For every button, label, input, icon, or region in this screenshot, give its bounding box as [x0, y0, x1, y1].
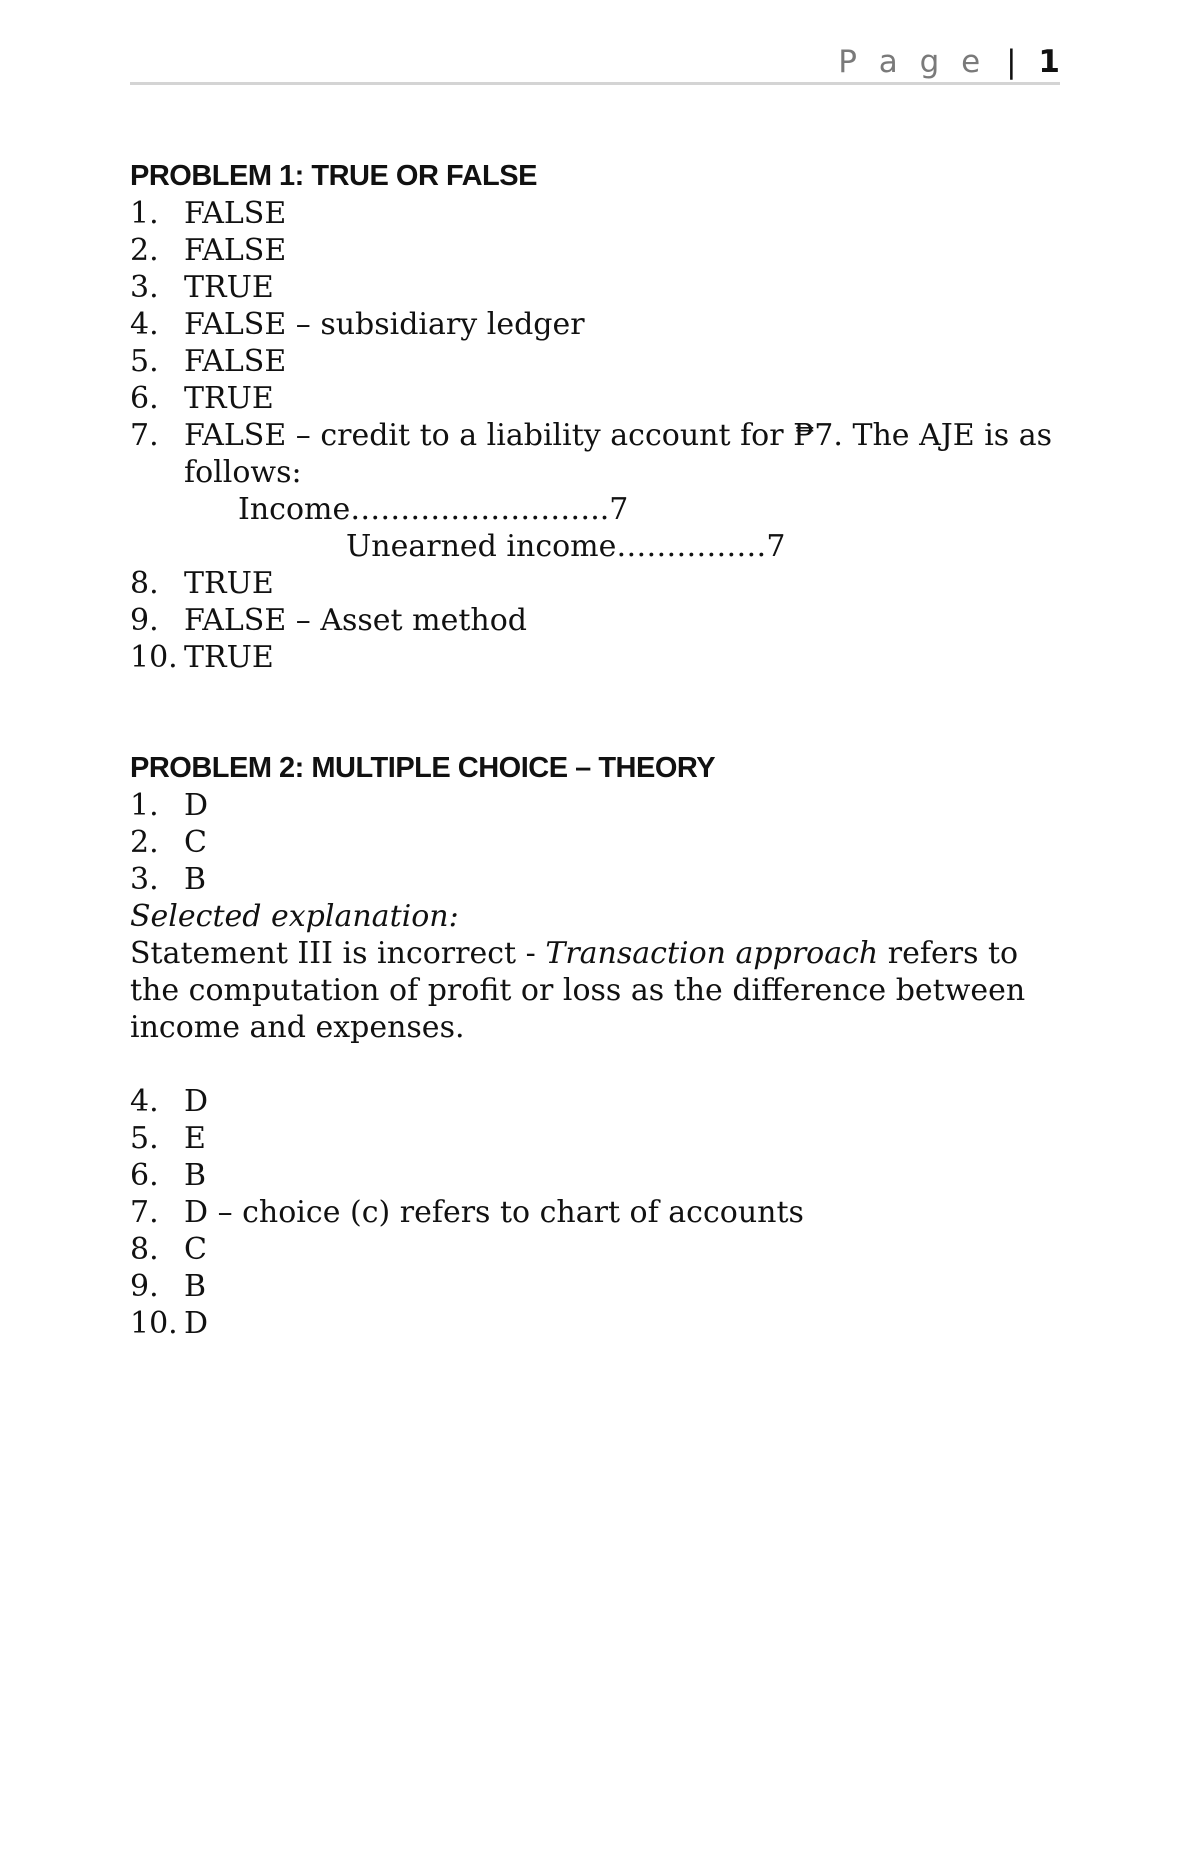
item-answer: FALSE	[184, 196, 287, 231]
list-item	[130, 380, 1060, 417]
item-number: 10.	[130, 1306, 178, 1341]
list-item	[130, 417, 1060, 491]
list-item	[130, 195, 1060, 232]
item-answer: TRUE	[184, 640, 274, 675]
list-item	[130, 602, 1060, 639]
item-answer: D	[184, 788, 209, 823]
item-answer: TRUE	[184, 270, 274, 305]
item-number: 6.	[130, 381, 159, 416]
item-answer: FALSE	[184, 233, 287, 268]
list-item	[130, 1305, 1060, 1342]
item-number: 5.	[130, 344, 159, 379]
answer-key-content	[130, 158, 1060, 1342]
list-item	[130, 306, 1060, 343]
list-item	[130, 232, 1060, 269]
item-number: 4.	[130, 307, 159, 342]
item-number: 5.	[130, 1121, 159, 1156]
list-item	[130, 565, 1060, 602]
item-number: 2.	[130, 825, 159, 860]
item-answer: B	[184, 862, 207, 897]
list-item	[130, 1194, 1060, 1231]
journal-entry-credit: Unearned income……………7	[346, 529, 786, 564]
item-number: 9.	[130, 603, 159, 638]
problem1-heading: PROBLEM 1: TRUE OR FALSE	[130, 160, 537, 192]
list-item	[130, 269, 1060, 306]
section-spacer	[130, 676, 1060, 750]
header-separator: |	[1006, 44, 1017, 80]
item-number: 1.	[130, 788, 159, 823]
list-item	[130, 861, 1060, 898]
item-answer: FALSE – Asset method	[184, 603, 527, 638]
list-item	[130, 1120, 1060, 1157]
problem2-heading: PROBLEM 2: MULTIPLE CHOICE – THEORY	[130, 752, 716, 784]
item-answer: B	[184, 1269, 207, 1304]
paragraph-spacer	[130, 1046, 1060, 1083]
item-number: 2.	[130, 233, 159, 268]
item-answer: C	[184, 1232, 207, 1267]
explanation-text	[130, 935, 1050, 1046]
item-answer: B	[184, 1158, 207, 1193]
item-number: 3.	[130, 270, 159, 305]
list-item	[130, 787, 1060, 824]
item-answer: C	[184, 825, 207, 860]
item-answer: D	[184, 1306, 209, 1341]
item-number: 7.	[130, 1195, 159, 1230]
item-answer: D – choice (c) refers to chart of accounts	[184, 1195, 804, 1230]
list-item	[130, 1231, 1060, 1268]
list-item	[130, 343, 1060, 380]
journal-entry-debit: Income……………………..7	[238, 492, 629, 527]
item-number: 4.	[130, 1084, 159, 1119]
list-item	[130, 1268, 1060, 1305]
list-item	[130, 824, 1060, 861]
item-number: 9.	[130, 1269, 159, 1304]
item-answer: FALSE	[184, 344, 287, 379]
page-label: P a g e	[838, 44, 987, 80]
page-number: 1	[1038, 44, 1060, 80]
header-divider	[130, 82, 1060, 85]
item-number: 3.	[130, 862, 159, 897]
item-answer: D	[184, 1084, 209, 1119]
explanation-text-end: refers to the computation of profit or loss as the difference between income and expenses.	[130, 936, 1026, 1045]
item-number: 8.	[130, 566, 159, 601]
item-number: 8.	[130, 1232, 159, 1267]
item-answer: TRUE	[184, 566, 274, 601]
item-answer: TRUE	[184, 381, 274, 416]
explanation-text-start: Statement III is incorrect -	[130, 936, 546, 971]
page-header	[838, 42, 1060, 82]
item-answer: E	[184, 1121, 206, 1156]
item-answer: FALSE – subsidiary ledger	[184, 307, 585, 342]
item-number: 7.	[130, 418, 159, 453]
item-number: 1.	[130, 196, 159, 231]
item-number: 6.	[130, 1158, 159, 1193]
list-item	[130, 1157, 1060, 1194]
list-item	[130, 639, 1060, 676]
explanation-label: Selected explanation:	[130, 899, 459, 934]
item-answer: FALSE – credit to a liability account for ₱7. The AJE is as follows:	[184, 418, 1053, 490]
item-number: 10.	[130, 640, 178, 675]
explanation-emphasis: Transaction approach	[545, 936, 879, 971]
list-item	[130, 1083, 1060, 1120]
document-page	[130, 0, 1060, 1855]
